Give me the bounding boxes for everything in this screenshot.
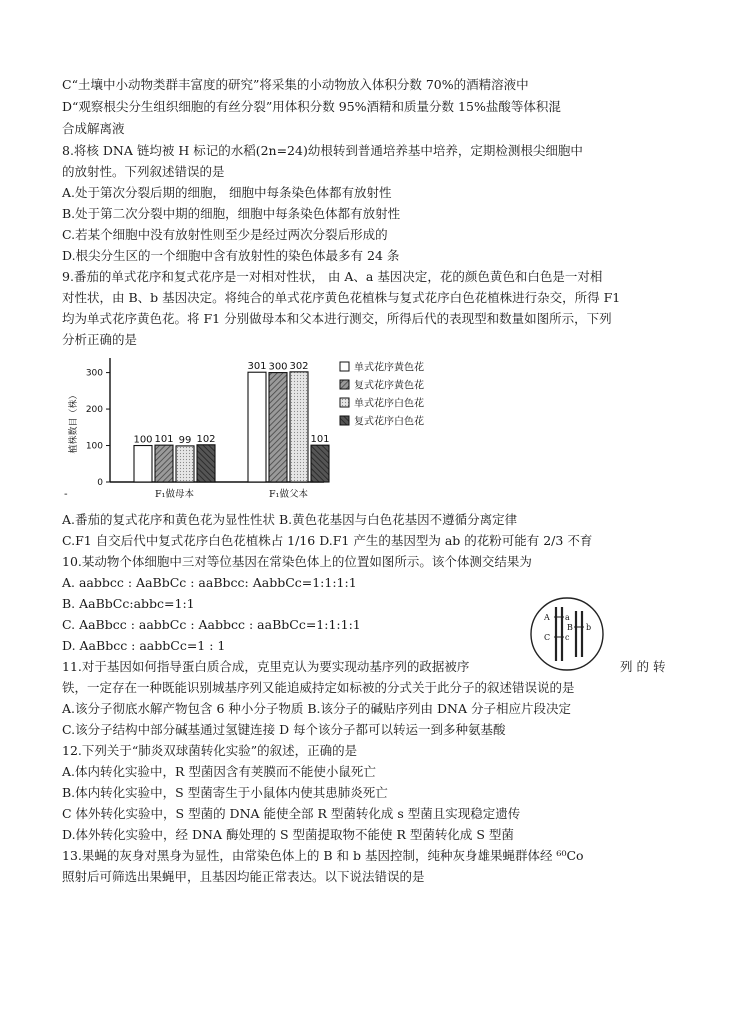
option-d: D. AaBbcc : aabbCc=1 : 1 [62,638,226,653]
text-line: 照射后可筛选出果蝇甲，且基因均能正常表达。以下说法错误的是 [62,869,425,884]
data-label: 301 [247,361,267,373]
question-11-stem-part2: 列 的 转 [620,659,666,674]
gene-label: c [565,633,570,642]
y-tick-label: 0 [97,478,103,488]
bar [269,373,287,482]
question-12-stem: 12.下列关于“肺炎双球菌转化实验”的叙述，正确的是 [62,743,358,758]
question-13-stem: 13.果蝇的灰身对黑身为显性，由常染色体上的 B 和 b 基因控制，纯种灰身雄果蝇群体经 ⁶⁰Co [62,848,584,863]
bar-chart-svg [62,350,472,508]
data-label: 101 [310,434,330,446]
option-c: C.若某个细胞中没有放射性则至少是经过两次分裂后形成的 [62,227,388,242]
legend-label: 单式花序黄色花 [354,362,424,374]
option-b: B.体内转化实验中，S 型菌寄生于小鼠体内使其患肺炎死亡 [62,785,388,800]
gene-label: C [544,633,551,642]
text-line: 对性状，由 B、b 基因决定。将纯合的单式花序黄色花植株与复式花序白色花植株进行杂交，所得 F1 [62,290,621,305]
data-label: 302 [289,360,309,372]
text-line: 铁，一定存在一种既能识别城基序列又能追威持定如标被的分式关于此分子的叙述错误说的是 [62,680,575,695]
axis-mark: - [64,489,68,500]
option-b: B. AaBbCc:abbc=1:1 [62,596,195,611]
y-tick-label: 200 [85,405,103,416]
bar [290,372,308,482]
option-a: A. aabbcc : AaBbCc : aaBbcc: AabbCc=1:1:1:1 [62,575,357,590]
text-line: C“土壤中小动物类群丰富度的研究”将采集的小动物放入体积分数 70%的酒精溶液中 [62,77,529,92]
y-axis-label: 植株数目（株） [69,390,79,454]
legend-label: 复式花序黄色花 [354,380,424,392]
text-line: 合成解离液 [62,121,125,136]
bar [197,445,215,482]
gene-label: B [567,623,573,632]
data-label: 101 [154,434,174,446]
y-tick-label: 300 [85,368,103,379]
text-line: 的放射性。下列叙述错误的是 [62,164,225,179]
bar [248,372,266,482]
bar [311,445,329,482]
legend-swatch [340,362,349,371]
chromosome-svg [528,595,606,673]
data-label: 99 [178,434,192,446]
option-a: A.处于第次分裂后期的细胞， 细胞中每条染色体都有放射性 [62,185,392,200]
gene-label: A [544,613,550,622]
text-line: 均为单式花序黄色花。将 F1 分别做母本和父本进行测交，所得后代的表现型和数量如图所示，下列 [62,311,612,326]
text-line: D“观察根尖分生组织细胞的有丝分裂”用体积分数 95%酒精和质量分数 15%盐酸等体积混 [62,99,561,114]
bar-chart [62,350,472,508]
option-c: C. AaBbcc : aabbCc : Aabbcc : aaBbCc=1:1:1:1 [62,617,361,632]
gene-label: b [586,623,592,632]
option-c: C 体外转化实验中，S 型菌的 DNA 能使全部 R 型菌转化成 s 型菌且实现稳定遗传 [62,806,521,821]
legend-label: 复式花序白色花 [354,416,424,428]
category-label: F₁做母本 [155,489,194,500]
gene-label: a [565,613,570,622]
chromosome-diagram [528,595,606,673]
option-d: D.根尖分生区的一个细胞中含有放射性的染色体最多有 24 条 [62,248,400,263]
text-line: 分析正确的是 [62,332,138,347]
question-9-option-cd: C.F1 自交后代中复式花序白色花植株占 1/16 D.F1 产生的基因型为 ab 的花粉可能有 2/3 不育 [62,533,593,548]
question-9-stem: 9.番茄的单式花序和复式花序是一对相对性状， 由 A、a 基因决定，花的颜色黄色和白色是一对相 [62,269,603,284]
option-a: A.体内转化实验中，R 型菌因含有荚膜而不能使小鼠死亡 [62,764,376,779]
legend-swatch [340,416,349,425]
option-cd: C.该分子结构中部分碱基通过氢键连接 D 每个该分子都可以转运一到多种氨基酸 [62,722,506,737]
question-10-stem: 10.某动物个体细胞中三对等位基因在常染色体上的位置如图所示。该个体测交结果为 [62,554,532,569]
category-label: F₁做父本 [269,489,308,500]
bar [176,446,194,482]
data-label: 300 [268,361,288,373]
question-8-stem: 8.将核 DNA 链均被 H 标记的水稻(2n=24)幼根转到普通培养基中培养，定期检测根尖细胞中 [62,143,583,158]
data-label: 100 [133,434,153,446]
data-label: 102 [196,433,216,445]
bar [134,446,152,482]
option-d: D.体外转化实验中，经 DNA 酶处理的 S 型菌提取物不能使 R 型菌转化成 S 型菌 [62,827,514,842]
option-b: B.处于第二次分裂中期的细胞，细胞中每条染色体都有放射性 [62,206,401,221]
y-tick-label: 100 [85,441,103,452]
legend-swatch [340,398,349,407]
bar [155,445,173,482]
question-9-option-ab: A.番茄的复式花序和黄色花为显性性状 B.黄色花基因与白色花基因不遵循分离定律 [62,512,518,527]
option-ab: A.该分子彻底水解产物包含 6 种小分子物质 B.该分子的碱贴序列由 DNA 分子相应片段决定 [62,701,571,716]
legend-label: 单式花序白色花 [354,398,424,410]
legend-swatch [340,380,349,389]
question-11-stem-part1: 11.对于基因如何指导蛋白质合成，克里克认为要实现动基序列的政据被序 [62,659,470,674]
